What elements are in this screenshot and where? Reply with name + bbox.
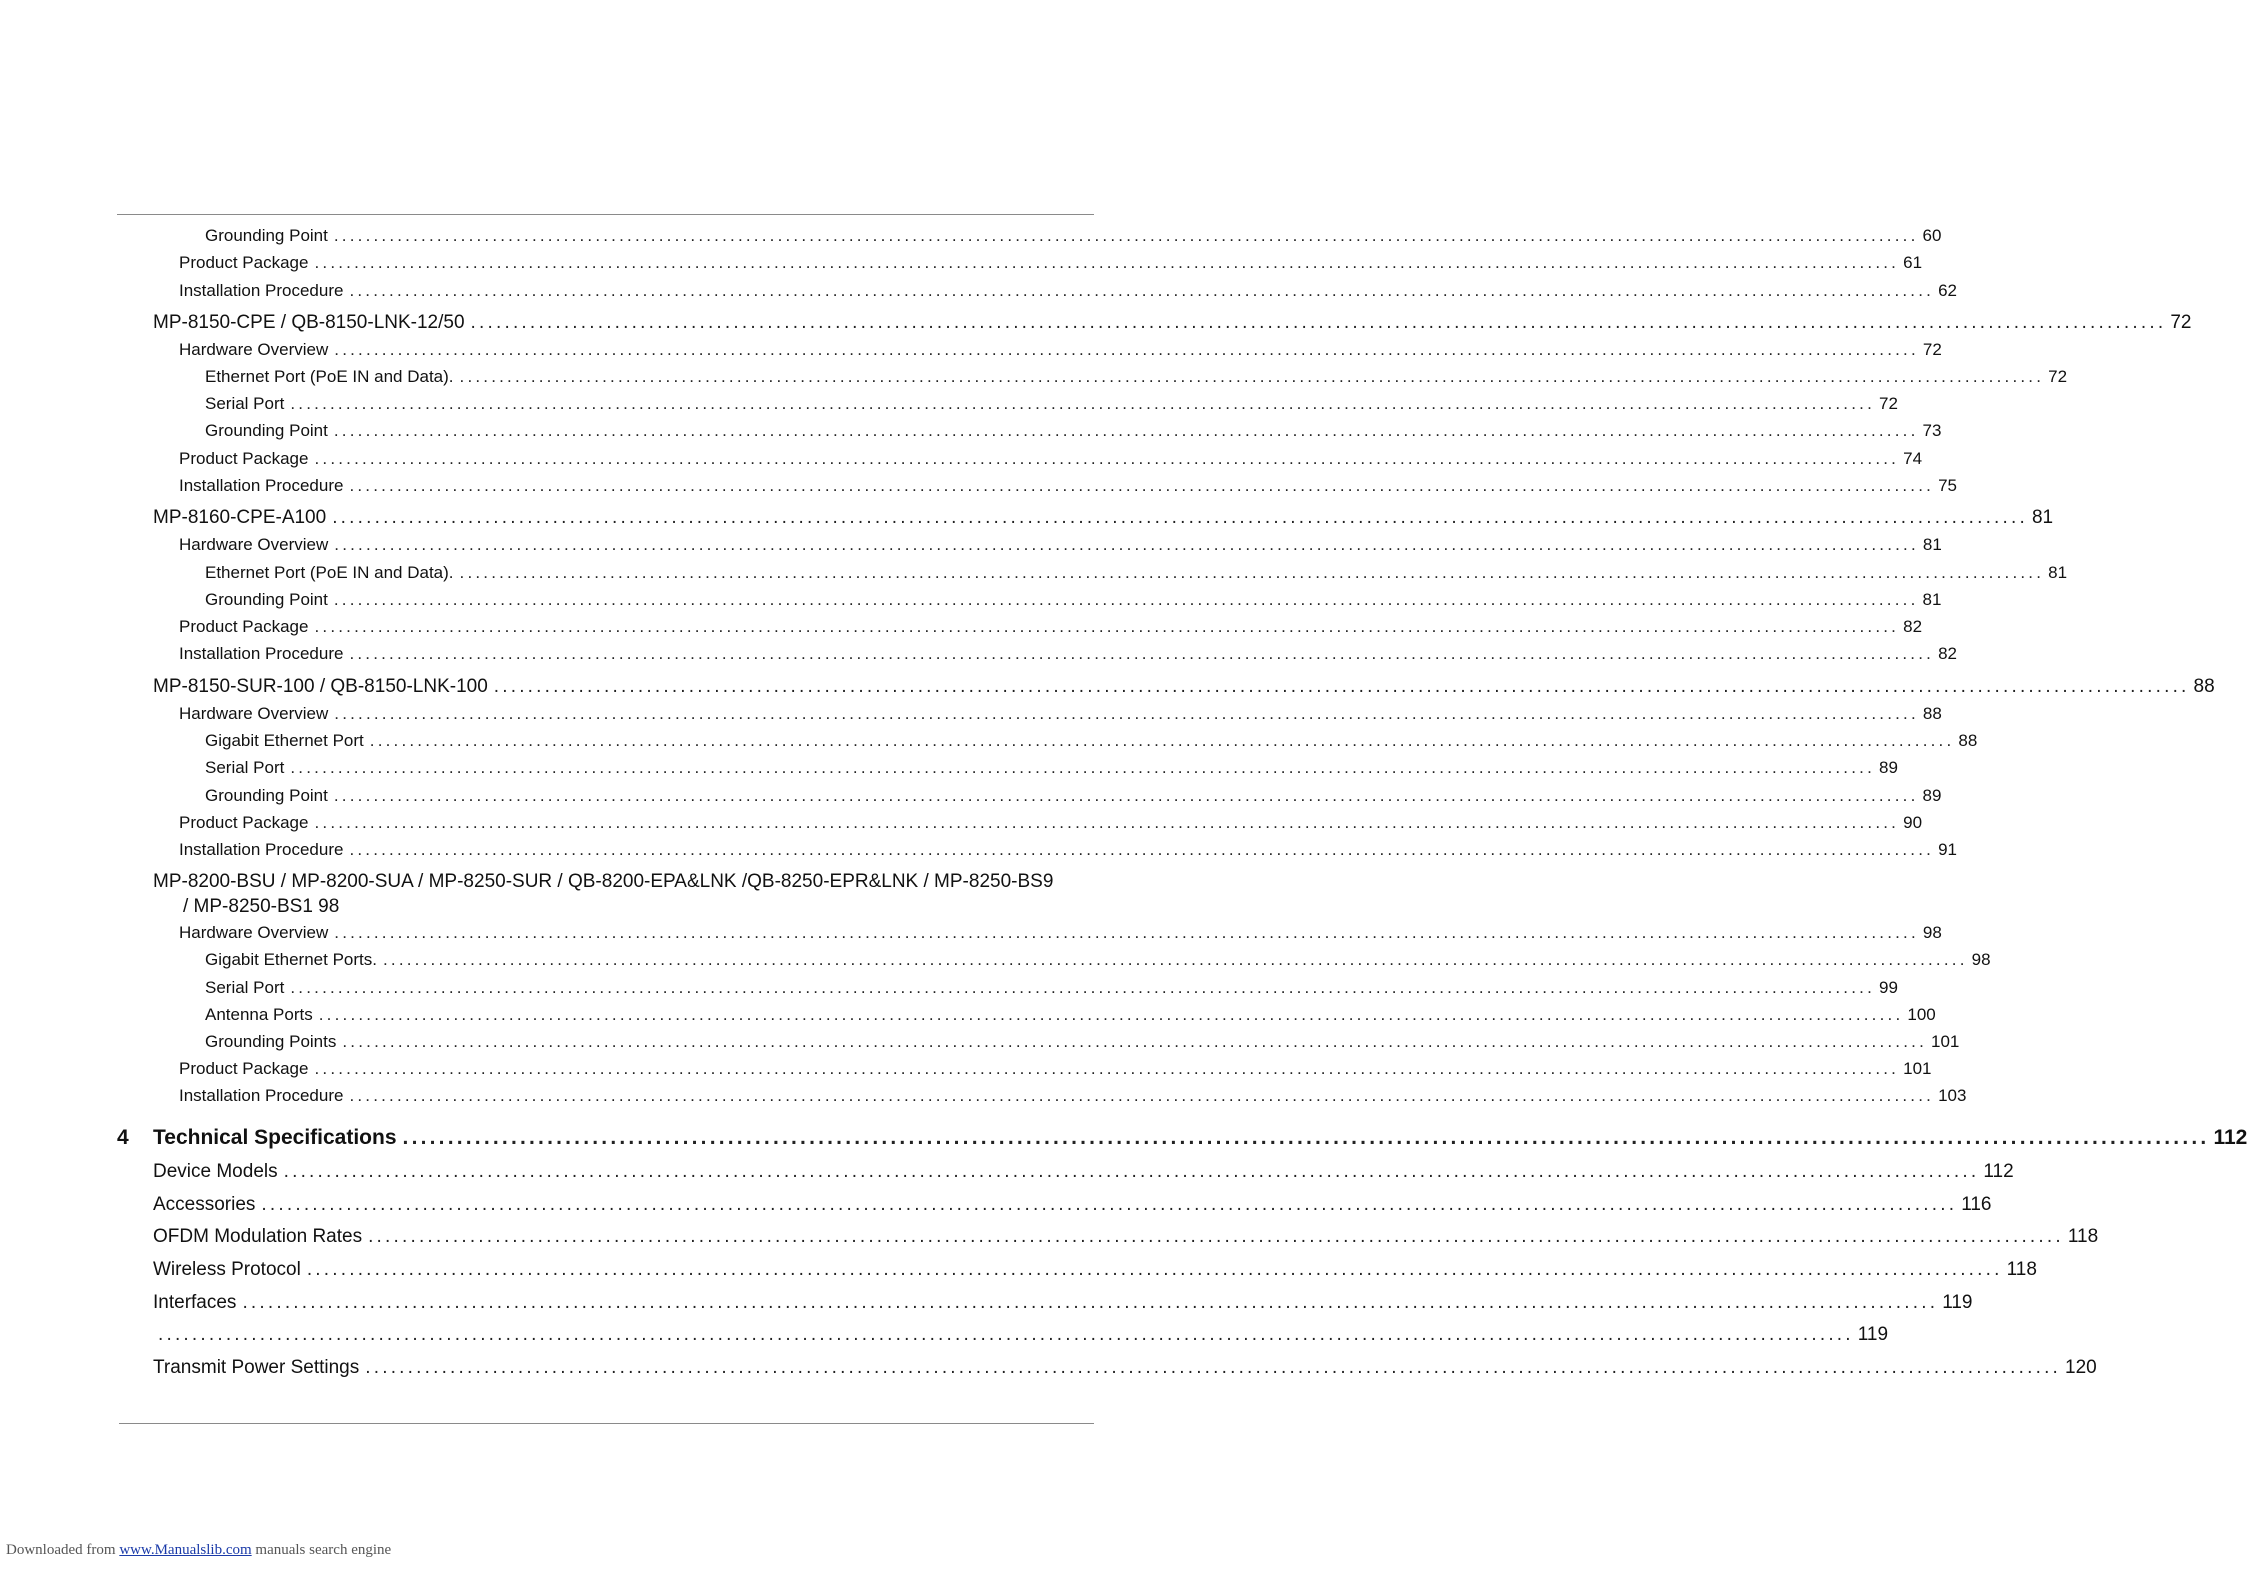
toc-entry[interactable]: Serial Port ........................................................................................................................................................................................................ 99 xyxy=(205,978,1898,997)
manualslib-link[interactable]: www.Manualslib.com xyxy=(119,1542,252,1558)
toc-entry[interactable]: Installation Procedure ........................................................................................................................................................................................................ 75 xyxy=(179,476,1957,495)
toc-entry[interactable]: Product Package ........................................................................................................................................................................................................ 61 xyxy=(179,253,1923,272)
toc-chapter[interactable]: 4 Technical Specifications ........................................................................................................................................................................................................ 112 xyxy=(117,1126,2247,1149)
footer-prefix: Downloaded from xyxy=(6,1542,116,1558)
chapter-title: Technical Specifications xyxy=(153,1126,397,1149)
toc-entry[interactable]: Installation Procedure ........................................................................................................................................................................................................ 103 xyxy=(179,1086,1967,1105)
toc-section[interactable]: Accessories ........................................................................................................................................................................................................ 116 xyxy=(153,1194,1992,1215)
toc-entry[interactable]: Serial Port ........................................................................................................................................................................................................ 72 xyxy=(205,394,1898,413)
toc-section-long-title[interactable]: MP-8200-BSU / MP-8200-SUA / MP-8250-SUR / QB-8200-EPA&LNK /QB-8250-EPR&LNK / MP-8250-BS9 xyxy=(153,871,1054,892)
toc-entry[interactable]: Grounding Point ........................................................................................................................................................................................................ 89 xyxy=(205,786,1942,805)
toc-entry[interactable]: Installation Procedure ........................................................................................................................................................................................................ 91 xyxy=(179,840,1957,859)
toc-entry[interactable]: Installation Procedure ........................................................................................................................................................................................................ 82 xyxy=(179,644,1957,663)
toc-entry[interactable]: Hardware Overview ........................................................................................................................................................................................................ 98 xyxy=(179,923,1942,942)
toc-entry[interactable]: Grounding Point ........................................................................................................................................................................................................ 81 xyxy=(205,590,1942,609)
toc-entry[interactable]: Product Package ........................................................................................................................................................................................................ 82 xyxy=(179,617,1923,636)
toc-section[interactable]: OFDM Modulation Rates ........................................................................................................................................................................................................ 118 xyxy=(153,1226,2099,1247)
toc-section-long-title-cont[interactable]: / MP-8250-BS1 98 xyxy=(183,896,340,917)
toc-entry[interactable]: Hardware Overview ........................................................................................................................................................................................................ 72 xyxy=(179,340,1942,359)
download-footer xyxy=(6,1542,391,1559)
toc-entry[interactable]: Ethernet Port (PoE IN and Data). ........................................................................................................................................................................................................ 72 xyxy=(205,367,2068,386)
toc-section[interactable]: Transmit Power Settings ........................................................................................................................................................................................................ 120 xyxy=(153,1357,2097,1378)
toc-section[interactable]: Wireless Protocol ........................................................................................................................................................................................................ 118 xyxy=(153,1259,2037,1280)
toc-entry[interactable]: Hardware Overview ........................................................................................................................................................................................................ 88 xyxy=(179,704,1942,723)
toc-entry[interactable]: Product Package ........................................................................................................................................................................................................ 74 xyxy=(179,449,1923,468)
toc-entry[interactable]: Grounding Points ........................................................................................................................................................................................................ 101 xyxy=(205,1032,1960,1051)
toc-entry[interactable]: Product Package ........................................................................................................................................................................................................ 90 xyxy=(179,813,1923,832)
toc-entry[interactable]: Hardware Overview ........................................................................................................................................................................................................ 81 xyxy=(179,535,1942,554)
toc-section[interactable]: MP-8150-SUR-100 / QB-8150-LNK-100 ........................................................................................................................................................................................................ 88 xyxy=(153,676,2215,697)
toc-section-untitled[interactable]: ........................................................................................................................................................................................................ 119 xyxy=(158,1324,1889,1345)
toc-entry[interactable]: Product Package ........................................................................................................................................................................................................ 101 xyxy=(179,1059,1932,1078)
toc-entry[interactable]: Antenna Ports ........................................................................................................................................................................................................ 100 xyxy=(205,1005,1936,1024)
toc-section[interactable]: MP-8160-CPE-A100 ........................................................................................................................................................................................................ 81 xyxy=(153,507,2054,528)
toc-section[interactable]: MP-8150-CPE / QB-8150-LNK-12/50 ........................................................................................................................................................................................................ 72 xyxy=(153,312,2192,333)
toc-section[interactable]: Interfaces ........................................................................................................................................................................................................ 119 xyxy=(153,1292,1973,1313)
toc-entry[interactable]: Grounding Point ........................................................................................................................................................................................................ 60 xyxy=(205,226,1942,245)
footer-suffix: manuals search engine xyxy=(255,1542,392,1558)
toc-entry[interactable]: Ethernet Port (PoE IN and Data). ........................................................................................................................................................................................................ 81 xyxy=(205,563,2068,582)
toc-entry[interactable]: Grounding Point ........................................................................................................................................................................................................ 73 xyxy=(205,421,1942,440)
toc-entry[interactable]: Gigabit Ethernet Port ........................................................................................................................................................................................................ 88 xyxy=(205,731,1978,750)
toc-section[interactable]: Device Models ........................................................................................................................................................................................................ 112 xyxy=(153,1161,2014,1182)
chapter-number: 4 xyxy=(117,1126,129,1149)
toc-entry[interactable]: Gigabit Ethernet Ports. ........................................................................................................................................................................................................ 98 xyxy=(205,950,1991,969)
toc-entry[interactable]: Installation Procedure ........................................................................................................................................................................................................ 62 xyxy=(179,281,1957,300)
bottom-rule xyxy=(119,1423,1094,1424)
toc-entry[interactable]: Serial Port ........................................................................................................................................................................................................ 89 xyxy=(205,758,1898,777)
